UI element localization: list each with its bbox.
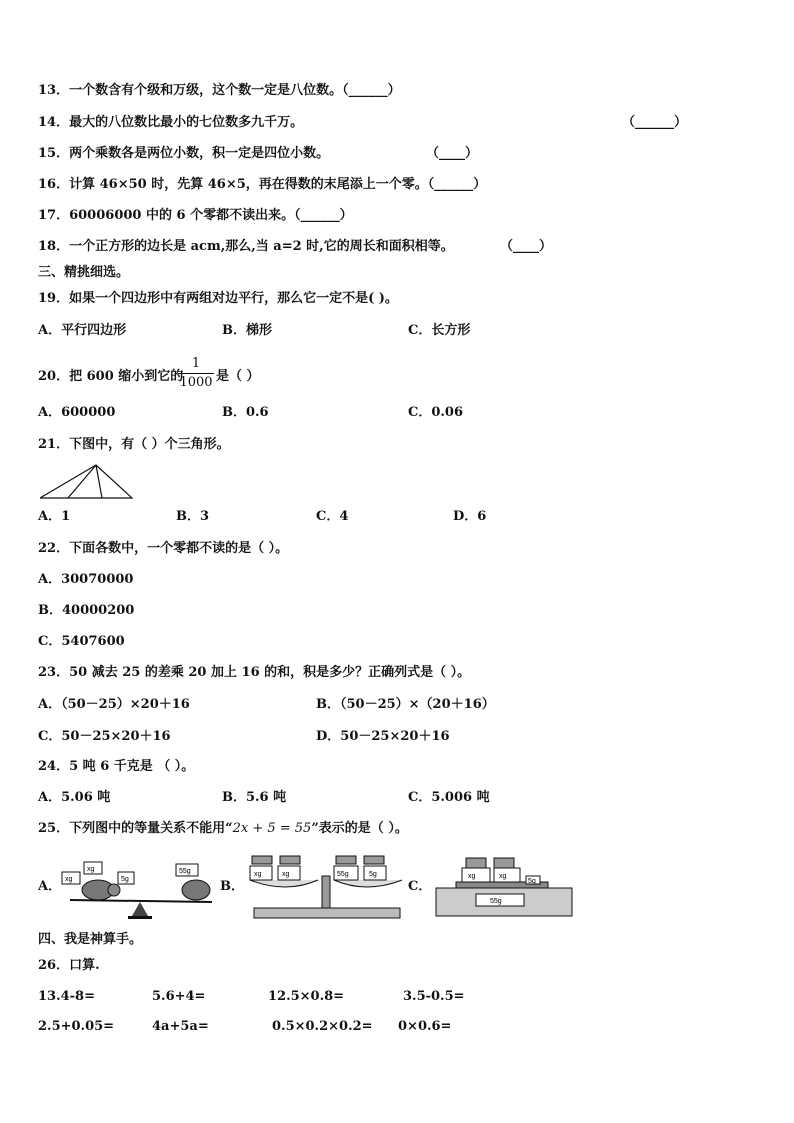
pan-balance-image: [246, 852, 406, 920]
q21-option-d: D．6: [453, 509, 487, 524]
q20-option-a: A．600000: [38, 405, 116, 420]
question-20: 20．把 600 缩小到它的: [38, 369, 184, 384]
fraction-one-thousandth: [178, 356, 214, 391]
box-label-xg: xg: [282, 871, 290, 878]
q22-option-c: C．5407600: [38, 634, 125, 649]
question-17: 17．60006000 中的 6 个零都不读出来。（______）: [38, 208, 353, 223]
mental-calc-6: 4a+5a=: [152, 1019, 209, 1034]
seesaw-balance-image: [58, 858, 218, 920]
q20-option-c: C．0.06: [408, 405, 464, 420]
question-25: 25．下列图中的等量关系不能用“2x + 5 = 55”表示的是（ ）。: [38, 821, 408, 836]
q19-option-a: A．平行四边形: [38, 323, 127, 338]
triangle-figure: [38, 462, 134, 502]
question-22: 22．下面各数中，一个零都不读的是（ ）。: [38, 541, 289, 556]
mental-calc-8: 0×0.6=: [398, 1019, 452, 1034]
q21-option-a: A．1: [38, 509, 71, 524]
box-label-55g: 55g: [179, 868, 191, 875]
box-label-5g: 5g: [121, 876, 129, 883]
q24-option-b: B．5.6 吨: [222, 790, 287, 805]
q24-option-a: A．5.06 吨: [38, 790, 111, 805]
q23-option-b: B．（50－25）×（20＋16）: [316, 697, 495, 712]
mental-calc-7: 0.5×0.2×0.2=: [272, 1019, 373, 1034]
q25-option-c: C．: [408, 879, 432, 894]
box-label-xg: xg: [254, 871, 262, 878]
question-15-answer-blank: （____）: [426, 146, 479, 161]
box-label-xg: xg: [468, 873, 476, 880]
q21-option-c: C．4: [316, 509, 349, 524]
mental-calc-2: 5.6+4=: [152, 989, 206, 1004]
mental-calc-3: 12.5×0.8=: [268, 989, 345, 1004]
q21-option-b: B．3: [176, 509, 210, 524]
question-20-tail: 是（ ）: [216, 369, 260, 384]
question-13: 13．一个数含有个级和万级，这个数一定是八位数。（______）: [38, 83, 401, 98]
q22-option-a: A．30070000: [38, 572, 134, 587]
box-label-5g: 5g: [528, 878, 536, 885]
question-15: 15．两个乘数各是两位小数，积一定是四位小数。: [38, 146, 330, 161]
scale-image: [432, 854, 576, 918]
section-3-heading: 三、精挑细选。: [38, 265, 130, 280]
q20-option-b: B．0.6: [222, 405, 269, 420]
fraction-numerator: 1: [191, 356, 201, 371]
fraction-denominator: 1000: [179, 375, 213, 390]
section-4-heading: 四、我是神算手。: [38, 932, 143, 947]
box-label-xg: xg: [87, 866, 95, 873]
question-21: 21．下图中，有（ ）个三角形。: [38, 437, 230, 452]
box-label-xg: xg: [65, 876, 73, 883]
q23-option-a: A．（50－25）×20＋16: [38, 697, 190, 712]
question-23: 23．50 减去 25 的差乘 20 加上 16 的和，积是多少？正确列式是（ ）。: [38, 665, 471, 680]
mental-calc-4: 3.5-0.5=: [403, 989, 465, 1004]
q25-option-a: A．: [38, 879, 62, 894]
q19-option-c: C．长方形: [408, 323, 471, 338]
question-24: 24．5 吨 6 千克是 （ ）。: [38, 759, 195, 774]
question-19: 19．如果一个四边形中有两组对边平行，那么它一定不是( )。: [38, 291, 398, 306]
question-14: 14．最大的八位数比最小的七位数多九千万。: [38, 115, 304, 130]
box-label-55g: 55g: [490, 898, 502, 905]
q19-option-b: B．梯形: [222, 323, 272, 338]
mental-calc-1: 13.4-8=: [38, 989, 95, 1004]
question-14-answer-blank: （______）: [622, 115, 688, 130]
q23-option-d: D．50－25×20＋16: [316, 729, 450, 744]
q23-option-c: C．50－25×20＋16: [38, 729, 171, 744]
q25-option-b: B．: [220, 879, 244, 894]
equation: 2x + 5 = 55: [232, 821, 312, 836]
q24-option-c: C．5.006 吨: [408, 790, 490, 805]
question-18-answer-blank: （____）: [500, 239, 553, 254]
question-26: 26．口算.: [38, 958, 100, 973]
box-label-55g: 55g: [337, 871, 349, 878]
q22-option-b: B．40000200: [38, 603, 135, 618]
box-label-5g: 5g: [369, 871, 377, 878]
mental-calc-5: 2.5+0.05=: [38, 1019, 115, 1034]
question-16: 16．计算 46×50 时，先算 46×5，再在得数的末尾添上一个零。（______）: [38, 177, 487, 192]
question-18: 18．一个正方形的边长是 acm,那么,当 a=2 时,它的周长和面积相等。: [38, 239, 454, 254]
box-label-xg: xg: [499, 873, 507, 880]
